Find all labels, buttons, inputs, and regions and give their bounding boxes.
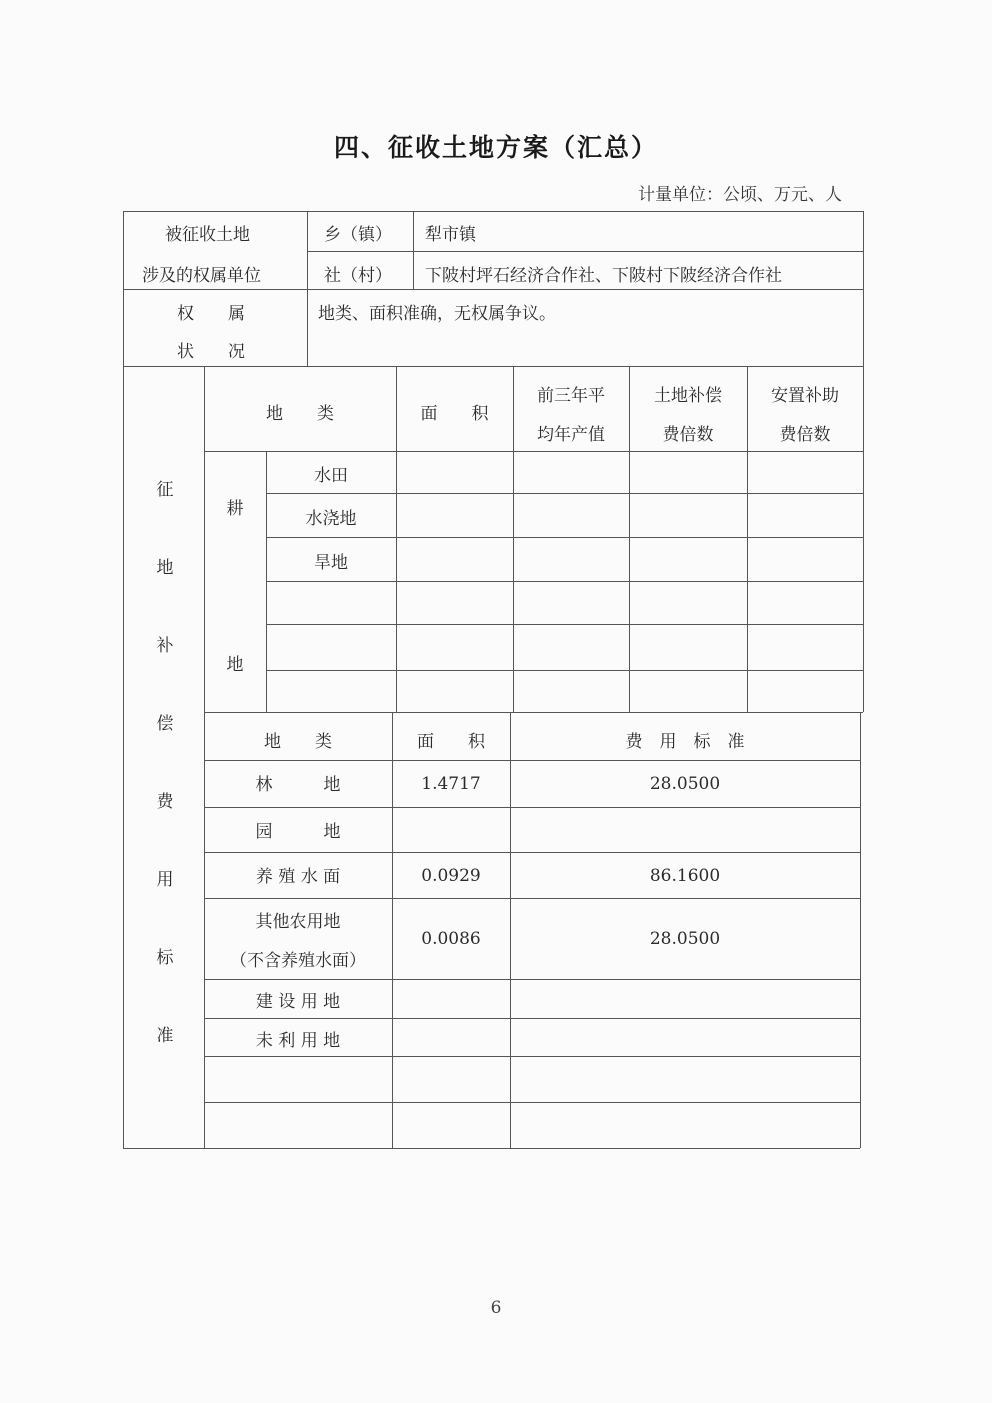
table-line bbox=[204, 1102, 860, 1103]
status-label: 权 属 bbox=[177, 304, 245, 324]
table-line bbox=[860, 712, 861, 1148]
farm-header-type: 地 类 bbox=[266, 404, 334, 424]
other-row-area: 0.0086 bbox=[421, 929, 481, 949]
table-line bbox=[863, 211, 864, 366]
table-line bbox=[307, 251, 863, 252]
farm-row-type: 旱地 bbox=[314, 553, 348, 573]
side-char: 准 bbox=[156, 1026, 174, 1046]
other-header-type: 地 类 bbox=[264, 732, 332, 752]
status-label: 状 况 bbox=[177, 342, 245, 362]
table-line bbox=[204, 807, 860, 808]
table-line bbox=[204, 712, 863, 713]
other-row-type: 园 地 bbox=[255, 822, 341, 842]
farm-row-type: 水田 bbox=[314, 466, 348, 486]
other-row-type: 养 殖 水 面 bbox=[255, 867, 341, 887]
village-value: 下陂村坪石经济合作社、下陂村下陂经济合作社 bbox=[425, 266, 782, 286]
other-header-standard: 费 用 标 准 bbox=[625, 732, 745, 752]
other-row-type: 其他农用地 bbox=[255, 912, 341, 932]
table-line bbox=[266, 493, 863, 494]
farm-header-output: 均年产值 bbox=[537, 425, 605, 445]
other-row-area: 0.0929 bbox=[421, 866, 481, 886]
table-line bbox=[204, 451, 863, 452]
township-value: 犁市镇 bbox=[425, 225, 476, 245]
table-line bbox=[266, 537, 863, 538]
farm-header-comp: 土地补偿 bbox=[654, 386, 722, 406]
table-line bbox=[266, 624, 863, 625]
table-line bbox=[204, 760, 860, 761]
table-line bbox=[204, 898, 860, 899]
side-char: 费 bbox=[156, 792, 174, 812]
farm-group-label: 耕 bbox=[226, 499, 244, 519]
table-line bbox=[307, 211, 308, 366]
other-row-type: 未 利 用 地 bbox=[255, 1031, 341, 1051]
table-line bbox=[266, 581, 863, 582]
table-line bbox=[123, 289, 863, 290]
other-row-standard: 28.0500 bbox=[649, 774, 721, 794]
table-line bbox=[863, 366, 864, 712]
township-label: 乡（镇） bbox=[324, 225, 392, 245]
farm-header-resettle: 费倍数 bbox=[779, 425, 831, 445]
table-line bbox=[747, 366, 748, 712]
page-title: 四、征收土地方案（汇总） bbox=[333, 133, 658, 162]
other-row-type-note: （不含养殖水面） bbox=[230, 951, 366, 971]
farm-header-resettle: 安置补助 bbox=[771, 386, 839, 406]
table-line bbox=[413, 211, 414, 289]
table-line bbox=[266, 451, 267, 712]
side-char: 补 bbox=[156, 636, 174, 656]
unit-text: 计量单位：公顷、万元、人 bbox=[638, 185, 842, 205]
table-line bbox=[513, 366, 514, 712]
table-line bbox=[123, 366, 863, 367]
other-row-area: 1.4717 bbox=[421, 774, 481, 794]
other-header-area: 面 积 bbox=[417, 732, 485, 752]
owner-label: 涉及的权属单位 bbox=[142, 266, 261, 286]
farm-header-area: 面 积 bbox=[420, 404, 489, 424]
other-row-type: 林 地 bbox=[255, 775, 341, 795]
table-line bbox=[629, 366, 630, 712]
table-line bbox=[204, 979, 860, 980]
village-label: 社（村） bbox=[324, 266, 392, 286]
farm-group-label: 地 bbox=[226, 655, 244, 675]
table-line bbox=[204, 1018, 860, 1019]
other-row-type: 建 设 用 地 bbox=[255, 992, 341, 1012]
side-char: 标 bbox=[156, 948, 174, 968]
farm-header-output: 前三年平 bbox=[537, 386, 605, 406]
side-char: 偿 bbox=[156, 714, 174, 734]
side-char: 用 bbox=[156, 870, 174, 890]
side-char: 地 bbox=[156, 558, 174, 578]
table-line bbox=[204, 1056, 860, 1057]
table-line bbox=[266, 670, 863, 671]
table-line bbox=[204, 852, 860, 853]
status-value: 地类、面积准确，无权属争议。 bbox=[318, 304, 556, 324]
other-row-standard: 28.0500 bbox=[649, 929, 721, 949]
side-char: 征 bbox=[156, 480, 174, 500]
table-line bbox=[123, 1148, 860, 1149]
owner-label: 被征收土地 bbox=[165, 225, 250, 245]
farm-row-type: 水浇地 bbox=[305, 509, 357, 529]
table-line bbox=[123, 211, 863, 212]
other-row-standard: 86.1600 bbox=[649, 866, 721, 886]
page-number: 6 bbox=[490, 1298, 502, 1318]
table-line bbox=[123, 211, 124, 1148]
farm-header-comp: 费倍数 bbox=[662, 425, 714, 445]
